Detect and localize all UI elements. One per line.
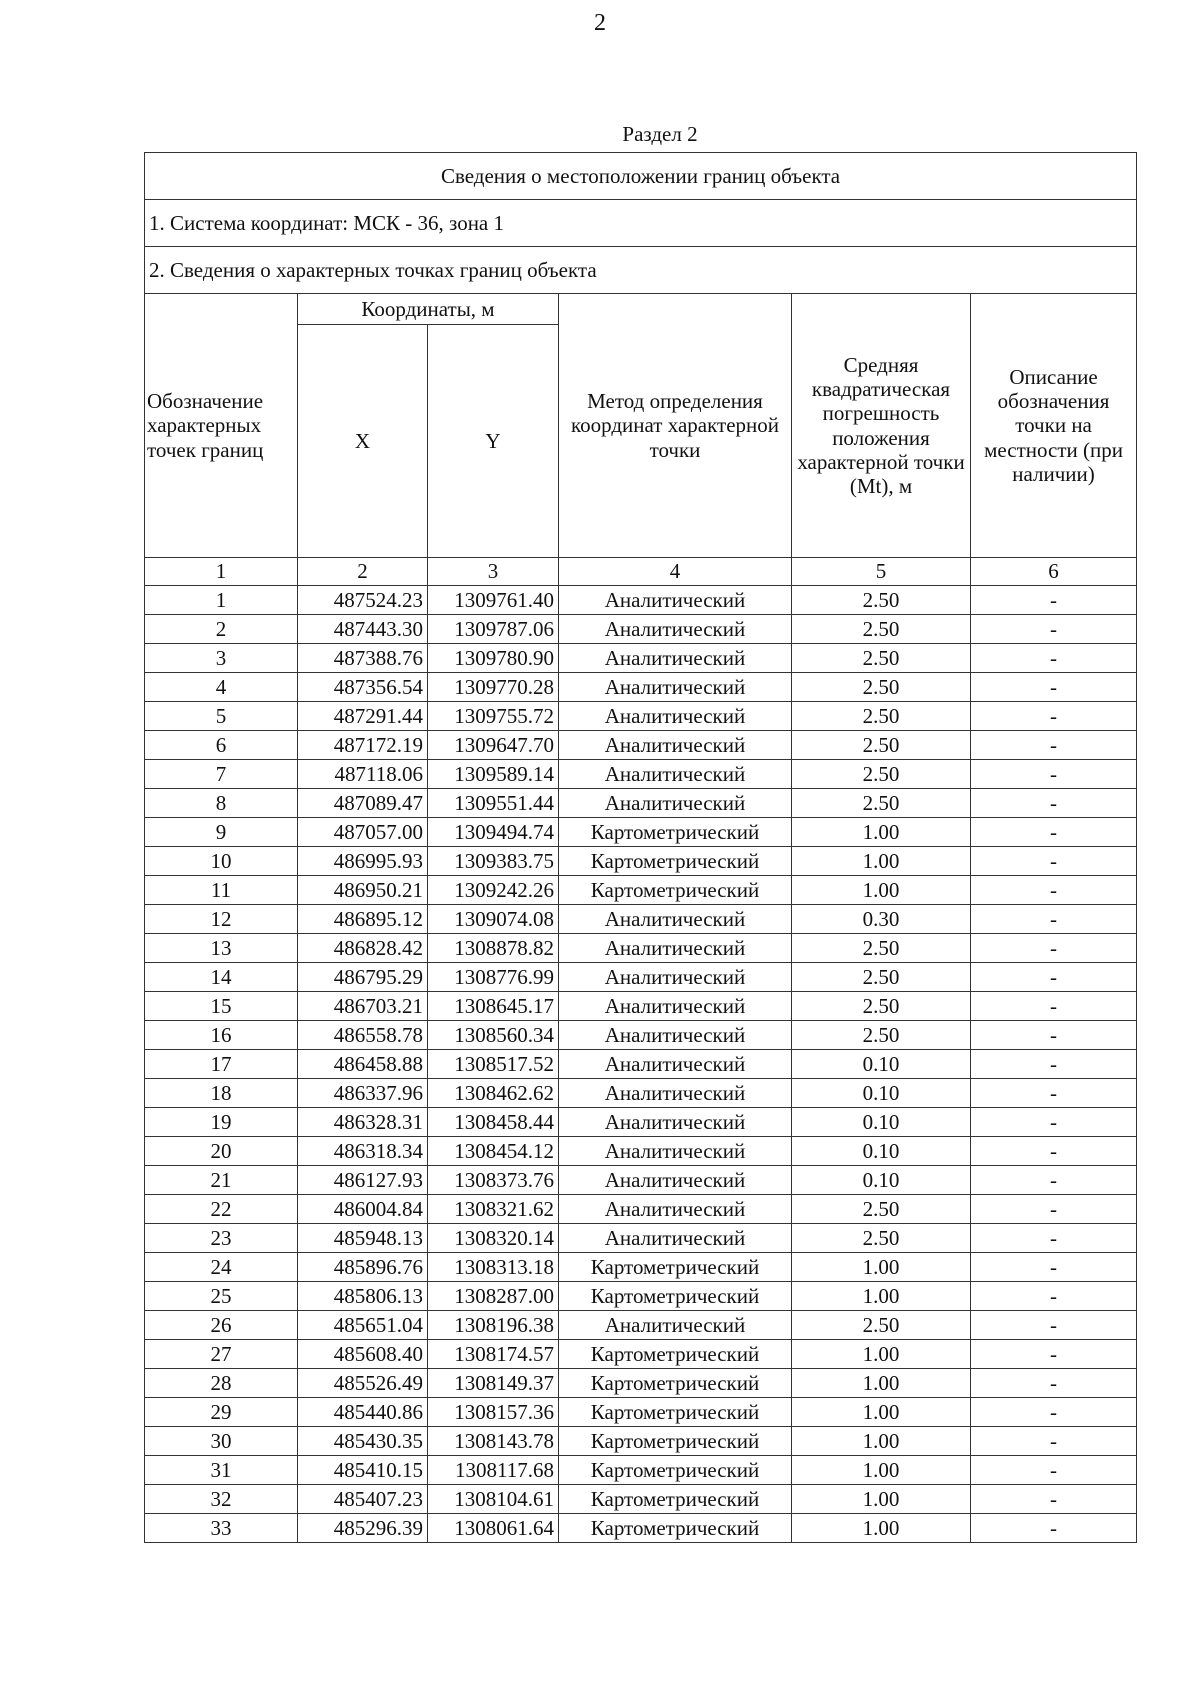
method-cell: Аналитический	[559, 963, 792, 992]
error-cell: 1.00	[792, 1398, 971, 1427]
description-cell: -	[971, 1311, 1137, 1340]
table-row	[145, 1311, 1137, 1340]
x-cell: 487089.47	[298, 789, 428, 818]
y-cell: 1308320.14	[428, 1224, 559, 1253]
column-number: 5	[792, 558, 971, 586]
description-cell: -	[971, 963, 1137, 992]
table-row	[145, 644, 1137, 673]
method-cell: Аналитический	[559, 615, 792, 644]
method-cell: Аналитический	[559, 1137, 792, 1166]
point-cell: 18	[145, 1079, 298, 1108]
point-cell: 15	[145, 992, 298, 1021]
method-cell: Аналитический	[559, 1311, 792, 1340]
table-row	[145, 1079, 1137, 1108]
table-row	[145, 760, 1137, 789]
x-cell: 487524.23	[298, 586, 428, 615]
x-cell: 486703.21	[298, 992, 428, 1021]
x-cell: 487057.00	[298, 818, 428, 847]
method-cell: Картометрический	[559, 1456, 792, 1485]
x-cell: 486895.12	[298, 905, 428, 934]
description-cell: -	[971, 1050, 1137, 1079]
y-cell: 1308776.99	[428, 963, 559, 992]
method-cell: Картометрический	[559, 818, 792, 847]
point-cell: 29	[145, 1398, 298, 1427]
method-cell: Аналитический	[559, 1050, 792, 1079]
x-cell: 485407.23	[298, 1485, 428, 1514]
x-cell: 486950.21	[298, 876, 428, 905]
table-row	[145, 1108, 1137, 1137]
error-cell: 2.50	[792, 731, 971, 760]
description-cell: -	[971, 702, 1137, 731]
error-cell: 1.00	[792, 1514, 971, 1543]
column-number: 6	[971, 558, 1137, 586]
table-title: Сведения о местоположении границ объекта	[145, 153, 1137, 200]
point-cell: 1	[145, 586, 298, 615]
y-cell: 1308287.00	[428, 1282, 559, 1311]
x-cell: 485806.13	[298, 1282, 428, 1311]
error-cell: 2.50	[792, 1224, 971, 1253]
point-cell: 32	[145, 1485, 298, 1514]
error-cell: 1.00	[792, 1369, 971, 1398]
description-cell: -	[971, 992, 1137, 1021]
page-number: 2	[594, 10, 606, 36]
x-cell: 486795.29	[298, 963, 428, 992]
description-cell: -	[971, 1398, 1137, 1427]
point-cell: 6	[145, 731, 298, 760]
y-cell: 1309383.75	[428, 847, 559, 876]
error-cell: 1.00	[792, 1253, 971, 1282]
error-cell: 1.00	[792, 1427, 971, 1456]
description-cell: -	[971, 586, 1137, 615]
description-cell: -	[971, 789, 1137, 818]
point-cell: 7	[145, 760, 298, 789]
description-cell: -	[971, 1282, 1137, 1311]
point-cell: 31	[145, 1456, 298, 1485]
point-cell: 12	[145, 905, 298, 934]
coordinate-system: 1. Система координат: МСК - 36, зона 1	[145, 200, 1137, 247]
error-cell: 0.10	[792, 1137, 971, 1166]
method-cell: Аналитический	[559, 644, 792, 673]
method-cell: Аналитический	[559, 1224, 792, 1253]
x-cell: 486558.78	[298, 1021, 428, 1050]
error-cell: 1.00	[792, 1340, 971, 1369]
y-cell: 1308143.78	[428, 1427, 559, 1456]
x-cell: 487443.30	[298, 615, 428, 644]
description-cell: -	[971, 1514, 1137, 1543]
table-row	[145, 905, 1137, 934]
point-cell: 3	[145, 644, 298, 673]
description-cell: -	[971, 1369, 1137, 1398]
header-coords: Координаты, м	[298, 294, 559, 325]
table-row	[145, 1050, 1137, 1079]
x-cell: 486458.88	[298, 1050, 428, 1079]
x-cell: 485948.13	[298, 1224, 428, 1253]
table-row	[145, 1166, 1137, 1195]
x-cell: 485526.49	[298, 1369, 428, 1398]
error-cell: 0.10	[792, 1079, 971, 1108]
table-row	[145, 963, 1137, 992]
method-cell: Картометрический	[559, 1340, 792, 1369]
x-cell: 487356.54	[298, 673, 428, 702]
method-cell: Картометрический	[559, 1485, 792, 1514]
error-cell: 1.00	[792, 847, 971, 876]
x-cell: 485296.39	[298, 1514, 428, 1543]
error-cell: 0.10	[792, 1108, 971, 1137]
y-cell: 1308321.62	[428, 1195, 559, 1224]
table-row	[145, 1340, 1137, 1369]
column-number: 4	[559, 558, 792, 586]
method-cell: Аналитический	[559, 1108, 792, 1137]
y-cell: 1309074.08	[428, 905, 559, 934]
y-cell: 1309755.72	[428, 702, 559, 731]
point-cell: 14	[145, 963, 298, 992]
table-row	[145, 1485, 1137, 1514]
table-row	[145, 818, 1137, 847]
method-cell: Аналитический	[559, 1079, 792, 1108]
point-cell: 16	[145, 1021, 298, 1050]
table-row	[145, 1398, 1137, 1427]
description-cell: -	[971, 934, 1137, 963]
y-cell: 1309770.28	[428, 673, 559, 702]
error-cell: 2.50	[792, 1311, 971, 1340]
description-cell: -	[971, 1137, 1137, 1166]
error-cell: 2.50	[792, 1021, 971, 1050]
method-cell: Аналитический	[559, 1195, 792, 1224]
table-row	[145, 586, 1137, 615]
table-row	[145, 1137, 1137, 1166]
point-cell: 23	[145, 1224, 298, 1253]
table-row	[145, 1021, 1137, 1050]
x-cell: 486337.96	[298, 1079, 428, 1108]
method-cell: Картометрический	[559, 1514, 792, 1543]
error-cell: 1.00	[792, 876, 971, 905]
x-cell: 486995.93	[298, 847, 428, 876]
method-cell: Картометрический	[559, 1369, 792, 1398]
y-cell: 1309647.70	[428, 731, 559, 760]
y-cell: 1309787.06	[428, 615, 559, 644]
point-cell: 4	[145, 673, 298, 702]
points-heading: 2. Сведения о характерных точках границ объекта	[145, 247, 1137, 294]
table-row	[145, 1195, 1137, 1224]
table-row	[145, 934, 1137, 963]
y-cell: 1308117.68	[428, 1456, 559, 1485]
table-row	[145, 673, 1137, 702]
y-cell: 1308517.52	[428, 1050, 559, 1079]
table-row	[145, 876, 1137, 905]
error-cell: 2.50	[792, 992, 971, 1021]
column-number: 3	[428, 558, 559, 586]
point-cell: 17	[145, 1050, 298, 1079]
x-cell: 485608.40	[298, 1340, 428, 1369]
point-cell: 27	[145, 1340, 298, 1369]
point-cell: 25	[145, 1282, 298, 1311]
header-point: Обозначение характерных точек границ	[145, 294, 298, 558]
method-cell: Аналитический	[559, 760, 792, 789]
x-cell: 486328.31	[298, 1108, 428, 1137]
description-cell: -	[971, 731, 1137, 760]
method-cell: Картометрический	[559, 1253, 792, 1282]
table-row	[145, 1369, 1137, 1398]
x-cell: 487118.06	[298, 760, 428, 789]
header-y: Y	[428, 325, 559, 558]
description-cell: -	[971, 847, 1137, 876]
description-cell: -	[971, 1224, 1137, 1253]
table-row	[145, 1456, 1137, 1485]
point-cell: 30	[145, 1427, 298, 1456]
method-cell: Аналитический	[559, 586, 792, 615]
table-row	[145, 731, 1137, 760]
description-cell: -	[971, 1021, 1137, 1050]
error-cell: 1.00	[792, 1282, 971, 1311]
y-cell: 1309242.26	[428, 876, 559, 905]
error-cell: 2.50	[792, 789, 971, 818]
error-cell: 2.50	[792, 673, 971, 702]
header-error: Средняя квадратическая погрешность положения характерной точки (Mt), м	[792, 294, 971, 558]
description-cell: -	[971, 1108, 1137, 1137]
method-cell: Картометрический	[559, 847, 792, 876]
point-cell: 9	[145, 818, 298, 847]
method-cell: Аналитический	[559, 905, 792, 934]
description-cell: -	[971, 1079, 1137, 1108]
point-cell: 8	[145, 789, 298, 818]
description-cell: -	[971, 1456, 1137, 1485]
x-cell: 487291.44	[298, 702, 428, 731]
y-cell: 1308104.61	[428, 1485, 559, 1514]
y-cell: 1308061.64	[428, 1514, 559, 1543]
method-cell: Аналитический	[559, 1021, 792, 1050]
x-cell: 485430.35	[298, 1427, 428, 1456]
description-cell: -	[971, 760, 1137, 789]
y-cell: 1308454.12	[428, 1137, 559, 1166]
point-cell: 5	[145, 702, 298, 731]
point-cell: 20	[145, 1137, 298, 1166]
method-cell: Картометрический	[559, 1282, 792, 1311]
point-cell: 22	[145, 1195, 298, 1224]
y-cell: 1308149.37	[428, 1369, 559, 1398]
point-cell: 2	[145, 615, 298, 644]
description-cell: -	[971, 673, 1137, 702]
method-cell: Аналитический	[559, 1166, 792, 1195]
y-cell: 1308196.38	[428, 1311, 559, 1340]
error-cell: 2.50	[792, 934, 971, 963]
y-cell: 1308462.62	[428, 1079, 559, 1108]
point-cell: 21	[145, 1166, 298, 1195]
x-cell: 485410.15	[298, 1456, 428, 1485]
description-cell: -	[971, 1166, 1137, 1195]
y-cell: 1308157.36	[428, 1398, 559, 1427]
error-cell: 1.00	[792, 1456, 971, 1485]
x-cell: 487172.19	[298, 731, 428, 760]
description-cell: -	[971, 905, 1137, 934]
method-cell: Картометрический	[559, 1398, 792, 1427]
header-description: Описание обозначения точки на местности (при наличии)	[971, 294, 1137, 558]
point-cell: 13	[145, 934, 298, 963]
point-cell: 26	[145, 1311, 298, 1340]
y-cell: 1309551.44	[428, 789, 559, 818]
error-cell: 2.50	[792, 702, 971, 731]
method-cell: Аналитический	[559, 702, 792, 731]
method-cell: Аналитический	[559, 673, 792, 702]
x-cell: 487388.76	[298, 644, 428, 673]
header-x: X	[298, 325, 428, 558]
error-cell: 2.50	[792, 963, 971, 992]
x-cell: 486318.34	[298, 1137, 428, 1166]
table-row	[145, 702, 1137, 731]
method-cell: Аналитический	[559, 731, 792, 760]
x-cell: 485896.76	[298, 1253, 428, 1282]
point-cell: 28	[145, 1369, 298, 1398]
method-cell: Аналитический	[559, 992, 792, 1021]
x-cell: 486828.42	[298, 934, 428, 963]
table-row	[145, 789, 1137, 818]
y-cell: 1309494.74	[428, 818, 559, 847]
y-cell: 1309589.14	[428, 760, 559, 789]
table-row	[145, 1514, 1137, 1543]
method-cell: Аналитический	[559, 789, 792, 818]
method-cell: Картометрический	[559, 876, 792, 905]
y-cell: 1308878.82	[428, 934, 559, 963]
error-cell: 2.50	[792, 586, 971, 615]
description-cell: -	[971, 615, 1137, 644]
description-cell: -	[971, 1195, 1137, 1224]
point-cell: 10	[145, 847, 298, 876]
error-cell: 2.50	[792, 1195, 971, 1224]
error-cell: 1.00	[792, 818, 971, 847]
x-cell: 486004.84	[298, 1195, 428, 1224]
description-cell: -	[971, 1340, 1137, 1369]
error-cell: 2.50	[792, 760, 971, 789]
method-cell: Картометрический	[559, 1427, 792, 1456]
description-cell: -	[971, 1253, 1137, 1282]
method-cell: Аналитический	[559, 934, 792, 963]
y-cell: 1308313.18	[428, 1253, 559, 1282]
error-cell: 2.50	[792, 615, 971, 644]
section-title: Раздел 2	[622, 122, 698, 146]
table-row	[145, 615, 1137, 644]
description-cell: -	[971, 818, 1137, 847]
column-number-row	[145, 558, 1137, 586]
table-row	[145, 1224, 1137, 1253]
y-cell: 1308458.44	[428, 1108, 559, 1137]
table-row	[145, 847, 1137, 876]
error-cell: 0.10	[792, 1050, 971, 1079]
y-cell: 1309780.90	[428, 644, 559, 673]
table-row	[145, 992, 1137, 1021]
y-cell: 1308174.57	[428, 1340, 559, 1369]
table-row	[145, 1282, 1137, 1311]
y-cell: 1309761.40	[428, 586, 559, 615]
point-cell: 19	[145, 1108, 298, 1137]
error-cell: 0.10	[792, 1166, 971, 1195]
column-number: 1	[145, 558, 298, 586]
x-cell: 486127.93	[298, 1166, 428, 1195]
y-cell: 1308373.76	[428, 1166, 559, 1195]
description-cell: -	[971, 876, 1137, 905]
point-cell: 24	[145, 1253, 298, 1282]
table-row	[145, 1253, 1137, 1282]
header-method: Метод определения координат характерной точки	[559, 294, 792, 558]
table-row	[145, 1427, 1137, 1456]
error-cell: 0.30	[792, 905, 971, 934]
y-cell: 1308645.17	[428, 992, 559, 1021]
x-cell: 485440.86	[298, 1398, 428, 1427]
boundary-points-table	[144, 152, 1137, 1543]
point-cell: 33	[145, 1514, 298, 1543]
y-cell: 1308560.34	[428, 1021, 559, 1050]
error-cell: 1.00	[792, 1485, 971, 1514]
description-cell: -	[971, 1485, 1137, 1514]
error-cell: 2.50	[792, 644, 971, 673]
column-number: 2	[298, 558, 428, 586]
x-cell: 485651.04	[298, 1311, 428, 1340]
point-cell: 11	[145, 876, 298, 905]
description-cell: -	[971, 644, 1137, 673]
description-cell: -	[971, 1427, 1137, 1456]
